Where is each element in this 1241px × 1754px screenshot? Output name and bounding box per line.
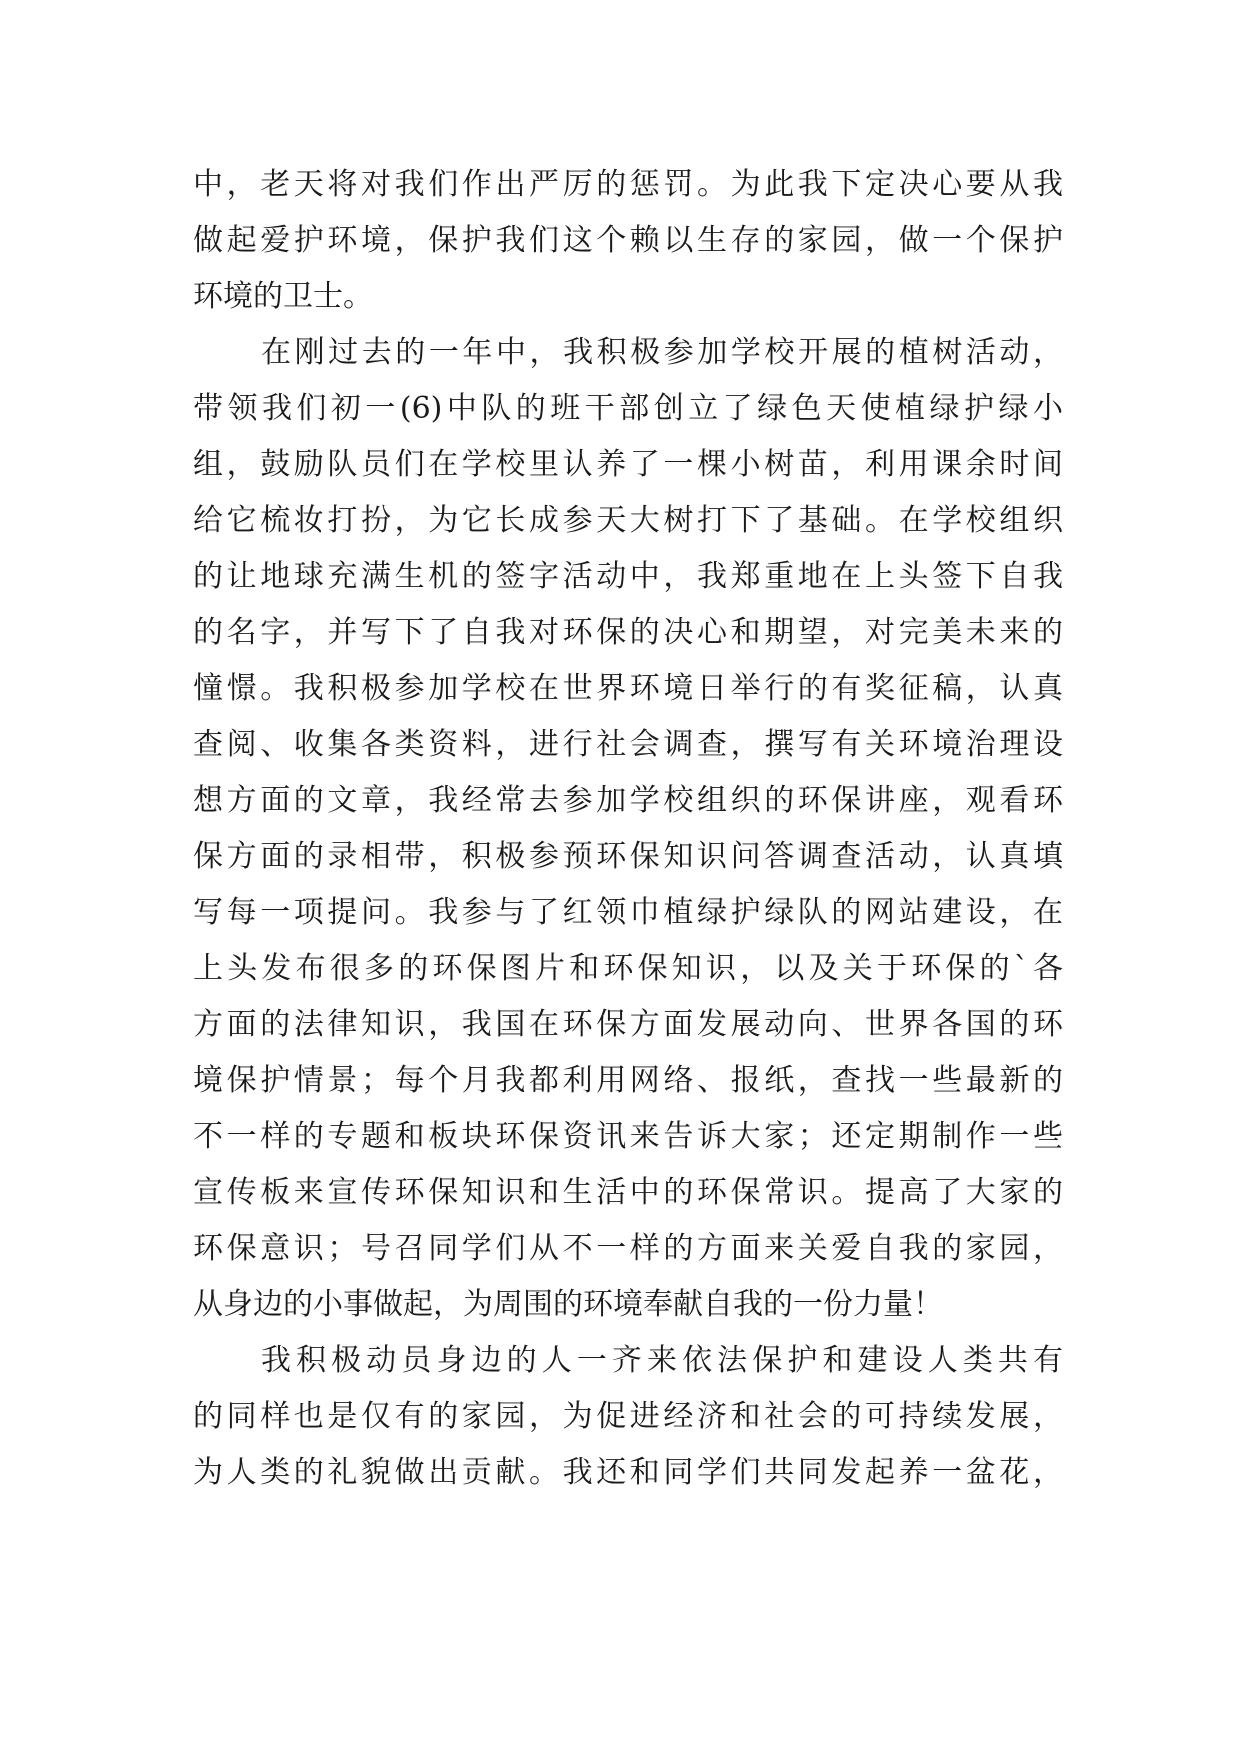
text-line: 为人类的礼貌做出贡献。我还和同学们共同发起养一盆花， xyxy=(193,1455,1063,1490)
text-line: 写每一项提问。我参与了红领巾植绿护绿队的网站建设，在 xyxy=(193,895,1063,930)
text-line: 的让地球充满生机的签字活动中，我郑重地在上头签下自我 xyxy=(193,559,1063,594)
text-line: 的名字，并写下了自我对环保的决心和期望，对完美未来的 xyxy=(193,615,1063,650)
text-line: 想方面的文章，我经常去参加学校组织的环保讲座，观看环 xyxy=(193,783,1063,818)
text-line: 的同样也是仅有的家园，为促进经济和社会的可持续发展， xyxy=(193,1399,1063,1434)
text-line: 带领我们初一(6)中队的班干部创立了绿色天使植绿护绿小 xyxy=(193,391,1063,426)
text-line: 环保意识；号召同学们从不一样的方面来关爱自我的家园， xyxy=(193,1231,1063,1266)
text-line: 给它梳妆打扮，为它长成参天大树打下了基础。在学校组织 xyxy=(193,503,1063,538)
text-line: 境保护情景；每个月我都利用网络、报纸，查找一些最新的 xyxy=(193,1063,1063,1098)
text-line: 上头发布很多的环保图片和环保知识，以及关于环保的`各 xyxy=(193,951,1063,986)
text-line: 从身边的小事做起，为周围的环境奉献自我的一份力量！ xyxy=(193,1287,943,1322)
text-line: 环境的卫士。 xyxy=(193,279,373,314)
text-line: 憧憬。我积极参加学校在世界环境日举行的有奖征稿，认真 xyxy=(193,671,1063,706)
text-line: 查阅、收集各类资料，进行社会调查，撰写有关环境治理设 xyxy=(193,727,1063,762)
text-line: 中，老天将对我们作出严厉的惩罚。为此我下定决心要从我 xyxy=(193,167,1063,202)
document-body xyxy=(193,157,1063,1501)
text-line: 组，鼓励队员们在学校里认养了一棵小树苗，利用课余时间 xyxy=(193,447,1063,482)
text-line: 做起爱护环境，保护我们这个赖以生存的家园，做一个保护 xyxy=(193,223,1063,258)
text-line: 在刚过去的一年中，我积极参加学校开展的植树活动， xyxy=(261,335,1063,370)
text-line: 我积极动员身边的人一齐来依法保护和建设人类共有 xyxy=(261,1343,1063,1378)
text-line: 方面的法律知识，我国在环保方面发展动向、世界各国的环 xyxy=(193,1007,1063,1042)
text-line: 保方面的录相带，积极参预环保知识问答调查活动，认真填 xyxy=(193,839,1063,874)
text-line: 宣传板来宣传环保知识和生活中的环保常识。提高了大家的 xyxy=(193,1175,1063,1210)
text-line: 不一样的专题和板块环保资讯来告诉大家；还定期制作一些 xyxy=(193,1119,1063,1154)
